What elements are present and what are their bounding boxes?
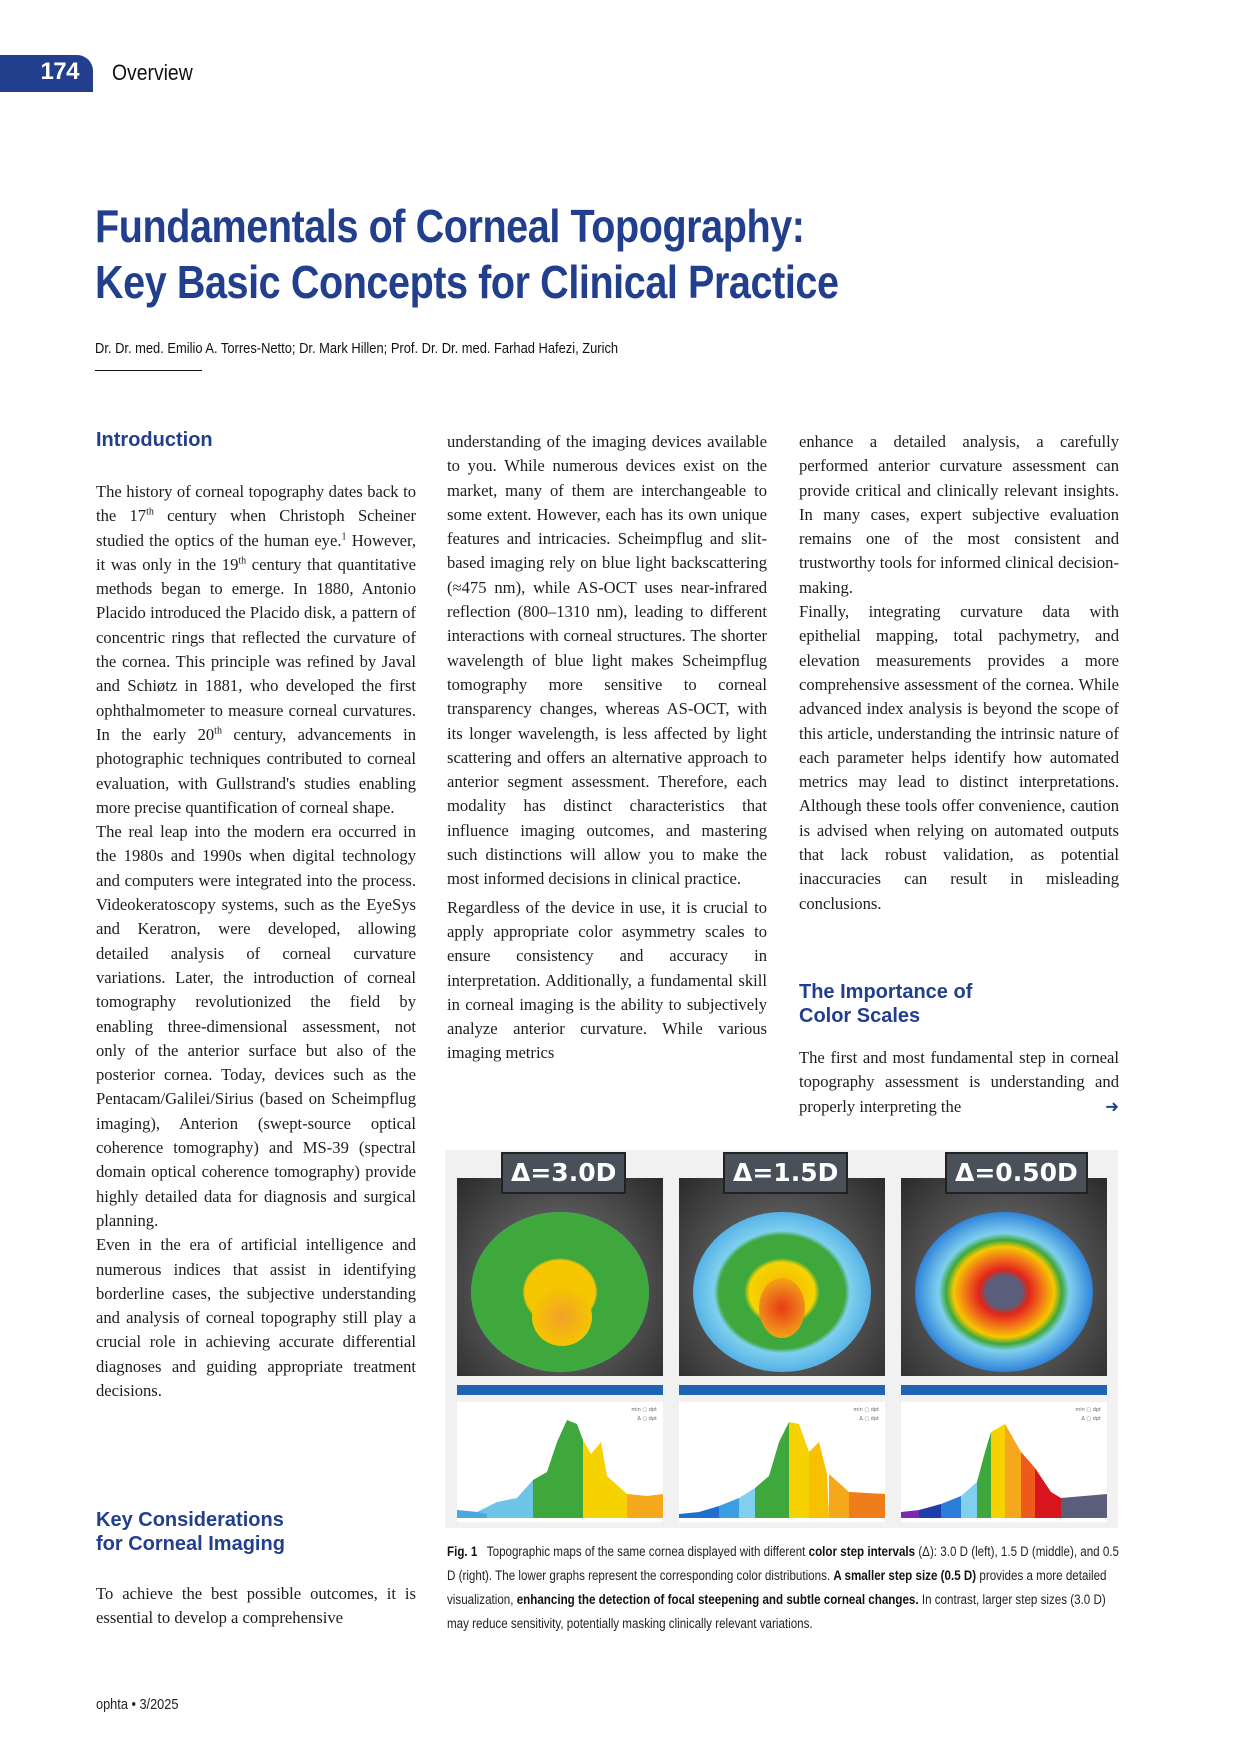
heading-color-scales: The Importance of Color Scales — [799, 981, 973, 1027]
key-considerations-text: To achieve the best possible outcomes, it is essential to develop a comprehensive — [96, 1584, 416, 1628]
figure-panel-0-50d — [895, 1150, 1113, 1528]
column-1 — [96, 480, 416, 1403]
histogram-controls[interactable]: min ▢ dpt Δ ▢ dpt — [853, 1407, 879, 1422]
column-3 — [799, 430, 1119, 916]
topography-map — [457, 1178, 663, 1376]
author-divider — [95, 370, 202, 371]
color-distribution-histogram — [679, 1402, 885, 1522]
topography-map — [679, 1178, 885, 1376]
histogram-controls[interactable]: min ▢ dpt Δ ▢ dpt — [1075, 1407, 1101, 1422]
page-number: 174 — [40, 58, 79, 85]
scale-bar — [457, 1385, 663, 1395]
figure-panel-3-0d — [451, 1150, 669, 1528]
col3-paragraph-1: enhance a detailed analysis, a carefully performed anterior curvature assessment can provide critical and clinically relevant insights. In many cases, expert subjective evaluation remains one of the most consistent and trustworthy tools for informed clinical decision-making. — [799, 432, 1119, 597]
heading-key-considerations: Key Considerations for Corneal Imaging — [96, 1509, 285, 1555]
section-label: Overview — [112, 60, 193, 85]
color-scales-text: The first and most fundamental step in corneal topography assessment is understanding and properly interpreting the ➜ — [799, 1046, 1119, 1119]
step-interval-label: Δ=0.50D — [945, 1152, 1088, 1194]
intro-paragraph-3: Even in the era of artificial intelligence and numerous indices that assist in identifying borderline cases, the subjective understanding and analysis of corneal topography still play a crucial role in achieving accurate differential diagnoses and guiding appropriate treatment decisions. — [96, 1235, 416, 1400]
authors: Dr. Dr. med. Emilio A. Torres-Netto; Dr. Mark Hillen; Prof. Dr. Dr. med. Farhad Hafezi, Zurich — [95, 340, 619, 357]
reference-1: 1 — [341, 531, 347, 543]
heading-introduction: Introduction — [96, 429, 213, 451]
intro-paragraph-2: The real leap into the modern era occurred in the 1980s and 1990s when digital technology and computers were integrated into the process. Videokeratoscopy systems, such as the EyeSys and Keratron, were developed, allowing detailed analysis of corneal curvature variations. Later, the introduction of corneal tomography revolutionized the field by enabling three-dimensional assessment, not only of the anterior surface but also of the posterior cornea. Today, devices such as the Pentacam/Galilei/Sirius (based on Scheimpflug imaging), Anterion (swept-source optical coherence tomography) and MS-39 (spectral domain optical coherence tomography) provide highly detailed data for diagnosis and surgical planning. — [96, 822, 416, 1230]
scale-bar — [679, 1385, 885, 1395]
continue-arrow-icon: ➜ — [1105, 1096, 1119, 1116]
figure-panel-1-5d — [673, 1150, 891, 1528]
histogram-controls[interactable]: min ▢ dpt Δ ▢ dpt — [631, 1407, 657, 1422]
journal-footer: ophta • 3/2025 — [96, 1696, 179, 1713]
title-line-1: Fundamentals of Corneal Topography: — [95, 200, 805, 252]
column-2 — [447, 430, 767, 1066]
figure-label: Fig. 1 — [447, 1544, 478, 1559]
step-interval-label: Δ=3.0D — [501, 1152, 626, 1194]
topography-map — [901, 1178, 1107, 1376]
col2-paragraph-2: Regardless of the device in use, it is crucial to apply appropriate color asymmetry scales to ensure consistency and accuracy in interpretation. Additionally, a fundamental skill in corneal imaging is the ability to subjectively analyze anterior curvature. While various imaging metrics — [447, 897, 767, 1063]
page-number-tab — [0, 55, 93, 92]
figure-caption: Fig. 1 Topographic maps of the same cornea displayed with different color step intervals (Δ): 3.0 D (left), 1.5 D (middle), and 0.5 D (right). The lower graphs represent the corresponding color distributions. A smaller step size (0.5 D) provides a more detailed visualization, enhancing the detection of focal steepening and subtle corneal changes. In contrast, larger step sizes (3.0 D) may reduce sensitivity, potentially masking clinically relevant variations. — [447, 1544, 1120, 1631]
article-title — [95, 198, 869, 310]
color-distribution-histogram — [457, 1402, 663, 1522]
figure-1 — [445, 1150, 1118, 1528]
intro-paragraph-1: The history of corneal topography dates back to the 17th century when Christoph Scheiner studied the optics of the human eye.$^1$ However, it was only in the 19th century that quantitative methods began to emerge. In 1880, Antonio Placido introduced the Placido disk, a pattern of concentric rings that reflected the curvature of the cornea. This principle was refined by Javal and Schiøtz in 1881, who developed the first ophthalmometer to measure corneal curvatures. In the early 20th century, advancements in photographic techniques contributed to corneal evaluation, with Gullstrand's studies enabling more precise quantification of corneal shape. — [96, 482, 417, 817]
title-line-2: Key Basic Concepts for Clinical Practice — [95, 256, 839, 308]
scale-bar — [901, 1385, 1107, 1395]
color-distribution-histogram — [901, 1402, 1107, 1522]
col2-paragraph-1: understanding of the imaging devices available to you. While numerous devices exist on the market, many of them are interchangeable to some extent. However, each has its own unique features and intricacies. Scheimpflug and slit-based imaging rely on blue light backscattering (≈475 nm), while AS-OCT uses near-infrared reflection (800–1310 nm), leading to different interactions with corneal structures. The shorter wavelength of blue light makes Scheimpflug tomography more sensitive to corneal transparency changes, whereas AS-OCT, with its longer wavelength, is less affected by light scattering and offers an alternative approach to anterior segment assessment. Therefore, each modality has distinct characteristics that influence imaging outcomes, and mastering such distinctions will allow you to make the most informed decisions in clinical practice. — [447, 432, 767, 889]
col3-paragraph-2: Finally, integrating curvature data with epithelial mapping, total pachymetry, and elevation measurements provides a more comprehensive assessment of the cornea. While advanced index analysis is beyond the scope of this article, understanding the intrinsic nature of each parameter helps identify how automated metrics may lead to distinct interpretations. Although these tools offer convenience, caution is advised when relying on automated outputs that lack robust validation, as potential inaccuracies can result in misleading conclusions. — [799, 602, 1119, 913]
step-interval-label: Δ=1.5D — [723, 1152, 848, 1194]
